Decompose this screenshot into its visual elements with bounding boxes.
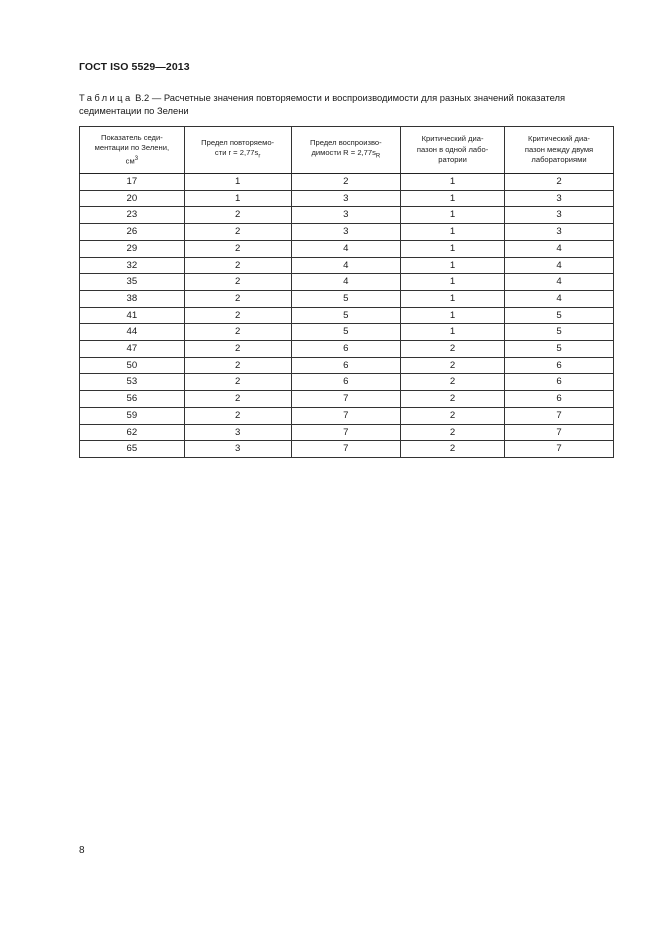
table-cell: 6: [505, 391, 614, 408]
table-cell: 2: [401, 424, 505, 441]
table-row: [80, 357, 614, 374]
table-cell: 6: [291, 341, 401, 358]
table-cell: 3: [184, 441, 291, 458]
table-row: [80, 324, 614, 341]
table-row: [80, 224, 614, 241]
column-header-repeatability: Предел повторяемо- сти $r = 2,77s_r$: [184, 127, 291, 174]
table-cell: 5: [505, 324, 614, 341]
table-cell: 1: [184, 174, 291, 191]
table-cell: 29: [80, 240, 185, 257]
table-cell: 1: [401, 207, 505, 224]
table-cell: 7: [291, 407, 401, 424]
table-row: [80, 424, 614, 441]
table-caption: [79, 92, 615, 117]
table-row: [80, 190, 614, 207]
table-cell: 5: [291, 307, 401, 324]
table-cell: 1: [401, 307, 505, 324]
data-table: [79, 126, 614, 458]
table-cell: 2: [184, 307, 291, 324]
standard-header: ГОСТ ISO 5529—2013: [79, 61, 190, 73]
table-cell: 4: [505, 240, 614, 257]
table-cell: 2: [184, 290, 291, 307]
table-cell: 5: [291, 290, 401, 307]
table-row: [80, 274, 614, 291]
table-cell: 4: [291, 240, 401, 257]
table-cell: 4: [505, 274, 614, 291]
table-cell: 2: [401, 391, 505, 408]
table-cell: 1: [401, 324, 505, 341]
table-cell: 4: [505, 257, 614, 274]
table-cell: 56: [80, 391, 185, 408]
table-row: [80, 174, 614, 191]
table-cell: 7: [291, 424, 401, 441]
table-cell: 38: [80, 290, 185, 307]
table-cell: 44: [80, 324, 185, 341]
table-row: [80, 407, 614, 424]
table-row: [80, 240, 614, 257]
table-cell: 41: [80, 307, 185, 324]
column-header-critical-range-single-lab: Критический диа- пазон в одной лабо- ратории: [401, 127, 505, 174]
table-cell: 6: [291, 374, 401, 391]
table-cell: 6: [505, 357, 614, 374]
table-row: [80, 441, 614, 458]
table-cell: 3: [505, 190, 614, 207]
table-cell: 4: [505, 290, 614, 307]
table-cell: 1: [401, 174, 505, 191]
table-row: [80, 374, 614, 391]
table-cell: 2: [184, 240, 291, 257]
table-row: [80, 257, 614, 274]
table-cell: 7: [505, 441, 614, 458]
table-cell: 7: [505, 407, 614, 424]
table-body: [80, 174, 614, 458]
table-cell: 35: [80, 274, 185, 291]
table-cell: 32: [80, 257, 185, 274]
table-cell: 53: [80, 374, 185, 391]
table-cell: 1: [401, 240, 505, 257]
table-cell: 23: [80, 207, 185, 224]
table-cell: 5: [505, 307, 614, 324]
table-cell: 1: [401, 190, 505, 207]
table-cell: 17: [80, 174, 185, 191]
table-row: [80, 207, 614, 224]
table-cell: 2: [401, 341, 505, 358]
table-cell: 2: [184, 274, 291, 291]
table-cell: 5: [505, 341, 614, 358]
table-cell: 1: [401, 224, 505, 241]
column-header-reproducibility: Предел воспроизво- димости $R = 2,77s_R$: [291, 127, 401, 174]
table-cell: 7: [505, 424, 614, 441]
table-cell: 3: [184, 424, 291, 441]
table-cell: 2: [401, 374, 505, 391]
table-header-row: [80, 127, 614, 174]
table-cell: 6: [291, 357, 401, 374]
column-header-sedimentation: Показатель седи- ментации по Зелени, $см^3$: [80, 127, 185, 174]
table-cell: 3: [505, 224, 614, 241]
table-row: [80, 307, 614, 324]
table-cell: 2: [401, 441, 505, 458]
table-cell: 3: [291, 207, 401, 224]
table-cell: 2: [184, 341, 291, 358]
table-cell: 26: [80, 224, 185, 241]
table-cell: 3: [291, 224, 401, 241]
table-cell: 50: [80, 357, 185, 374]
table-cell: 2: [184, 324, 291, 341]
table-cell: 1: [184, 190, 291, 207]
table-cell: 2: [184, 257, 291, 274]
table-cell: 2: [184, 391, 291, 408]
column-header-critical-range-two-labs: Критический диа- пазон между двумя лабораториями: [505, 127, 614, 174]
table-cell: 5: [291, 324, 401, 341]
table-cell: 2: [184, 224, 291, 241]
table-cell: 20: [80, 190, 185, 207]
table-cell: 6: [505, 374, 614, 391]
table-cell: 47: [80, 341, 185, 358]
table-cell: 2: [291, 174, 401, 191]
table-row: [80, 341, 614, 358]
table-cell: 1: [401, 274, 505, 291]
table-cell: 1: [401, 290, 505, 307]
table-cell: 3: [505, 207, 614, 224]
table-cell: 2: [184, 357, 291, 374]
table-cell: 2: [184, 374, 291, 391]
table-cell: 3: [291, 190, 401, 207]
table-row: [80, 391, 614, 408]
caption-label: Таблица: [79, 92, 133, 103]
caption-text: — Расчетные значения повторяемости и воспроизводимости для разных значений показателя седиментации по Зелени: [79, 92, 566, 116]
caption-number: В.2: [135, 92, 150, 103]
table-cell: 65: [80, 441, 185, 458]
table-row: [80, 290, 614, 307]
table-cell: 62: [80, 424, 185, 441]
table-cell: 2: [401, 357, 505, 374]
table-cell: 2: [401, 407, 505, 424]
page-number: 8: [79, 845, 85, 856]
table-cell: 1: [401, 257, 505, 274]
table-cell: 2: [505, 174, 614, 191]
table-cell: 4: [291, 274, 401, 291]
table-cell: 7: [291, 391, 401, 408]
table-cell: 59: [80, 407, 185, 424]
table-cell: 2: [184, 207, 291, 224]
table-cell: 4: [291, 257, 401, 274]
table-cell: 2: [184, 407, 291, 424]
table-cell: 7: [291, 441, 401, 458]
